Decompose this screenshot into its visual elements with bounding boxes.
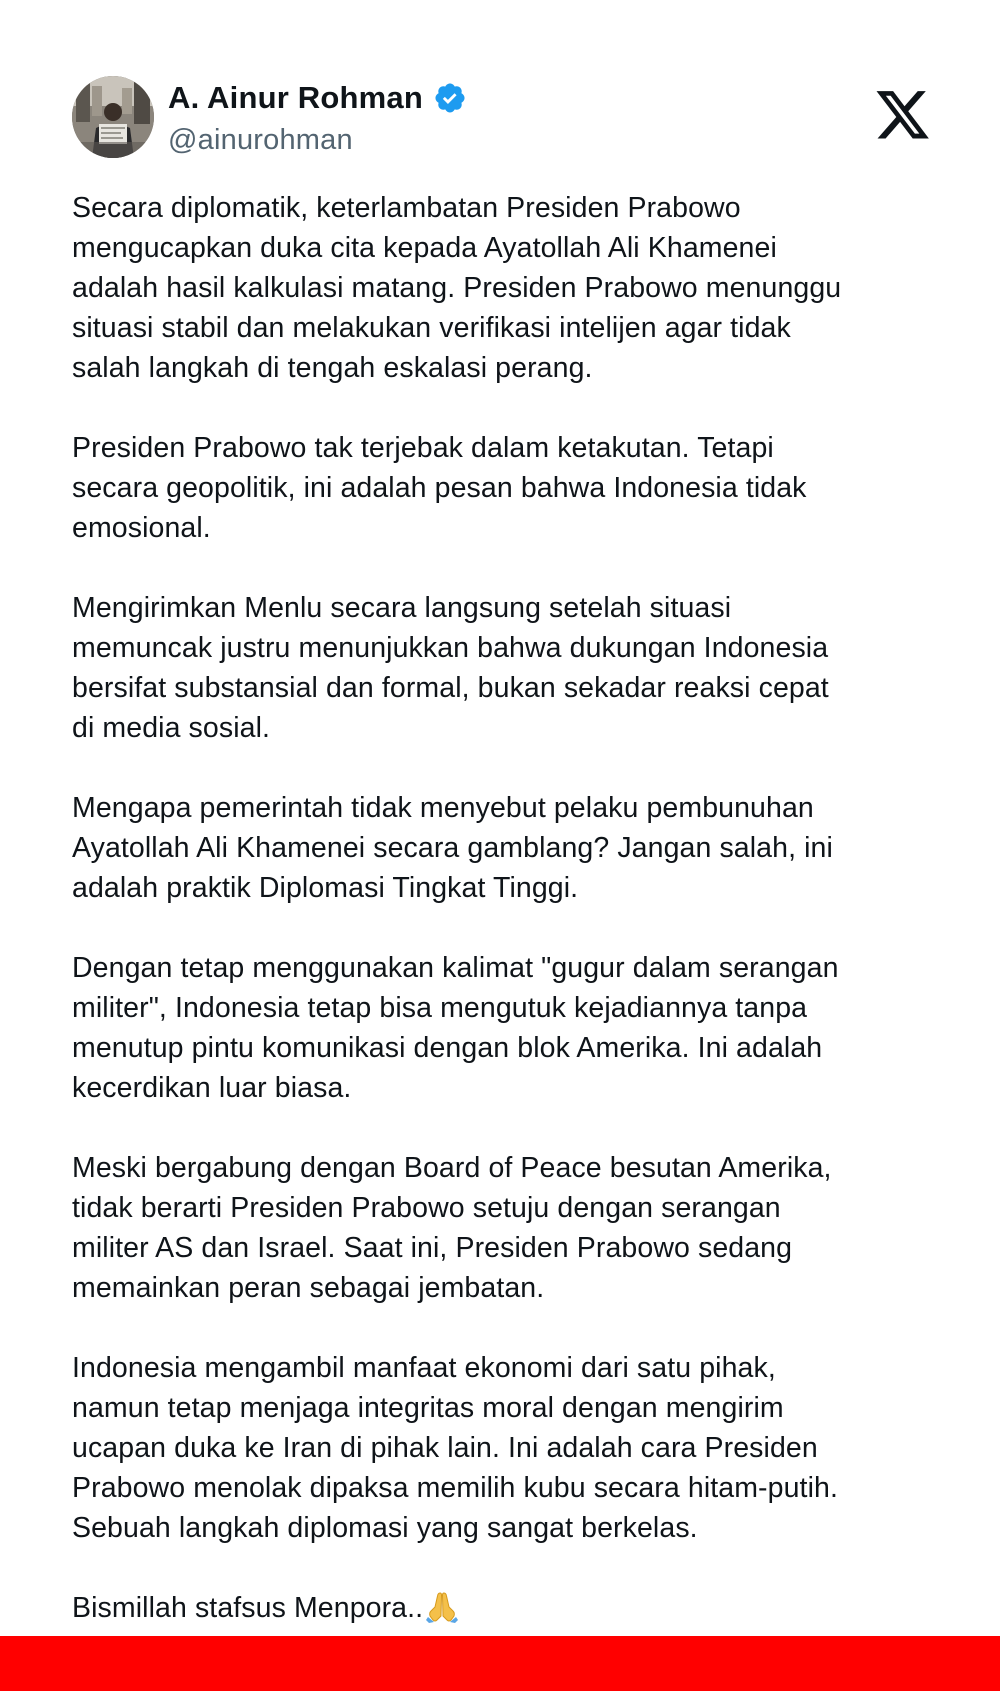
tweet-paragraph: Mengirimkan Menlu secara langsung setelah situasi memuncak justru menunjukkan bahwa dukungan Indonesia bersifat substansial dan formal, bukan sekadar reaksi cepat di media sosial. bbox=[72, 592, 829, 744]
tweet-paragraph: Dengan tetap menggunakan kalimat "gugur dalam serangan militer", Indonesia tetap bisa mengutuk kejadiannya tanpa menutup pintu komunikasi dengan blok Amerika. Ini adalah kecerdikan luar biasa. bbox=[72, 952, 839, 1104]
avatar[interactable] bbox=[72, 76, 154, 158]
avatar-photo bbox=[72, 76, 154, 158]
tweet-paragraph: Presiden Prabowo tak terjebak dalam ketakutan. Tetapi secara geopolitik, ini adalah pesan bahwa Indonesia tidak emosional. bbox=[72, 432, 807, 544]
tweet-paragraph: Indonesia mengambil manfaat ekonomi dari satu pihak, namun tetap menjaga integritas moral dengan mengirim ucapan duka ke Iran di pihak lain. Ini adalah cara Presiden Prabowo menolak dipaksa memilih kubu secara hitam-putih. Sebuah langkah diplomasi yang sangat berkelas. bbox=[72, 1352, 838, 1544]
author-info bbox=[168, 76, 467, 157]
closing-line bbox=[72, 1588, 942, 1634]
x-logo-icon[interactable] bbox=[874, 90, 932, 142]
closing-text: Bismillah stafsus Menpora.. bbox=[72, 1592, 424, 1624]
folded-hands-icon bbox=[425, 1589, 459, 1634]
tweet-paragraph: Secara diplomatik, keterlambatan Presiden Prabowo mengucapkan duka cita kepada Ayatollah Ali Khamenei adalah hasil kalkulasi matang. Presiden Prabowo menunggu situasi stabil dan melakukan verifikasi intelijen agar tidak salah langkah di tengah eskalasi perang. bbox=[72, 192, 842, 384]
tweet-body bbox=[72, 188, 942, 1634]
handle[interactable]: @ainurohman bbox=[168, 124, 353, 156]
tweet-paragraph: Meski bergabung dengan Board of Peace besutan Amerika, tidak berarti Presiden Prabowo setuju dengan serangan militer AS dan Israel. Saat ini, Presiden Prabowo sedang memainkan peran sebagai jembatan. bbox=[72, 1152, 832, 1304]
tweet-paragraph: Mengapa pemerintah tidak menyebut pelaku pembunuhan Ayatollah Ali Khamenei secara gamblang? Jangan salah, ini adalah praktik Diplomasi Tingkat Tinggi. bbox=[72, 792, 833, 904]
tweet-header bbox=[72, 76, 932, 160]
name-row bbox=[168, 76, 467, 120]
bottom-bar bbox=[0, 1636, 1000, 1691]
display-name[interactable]: A. Ainur Rohman bbox=[168, 80, 424, 115]
verified-badge-icon bbox=[433, 81, 467, 115]
